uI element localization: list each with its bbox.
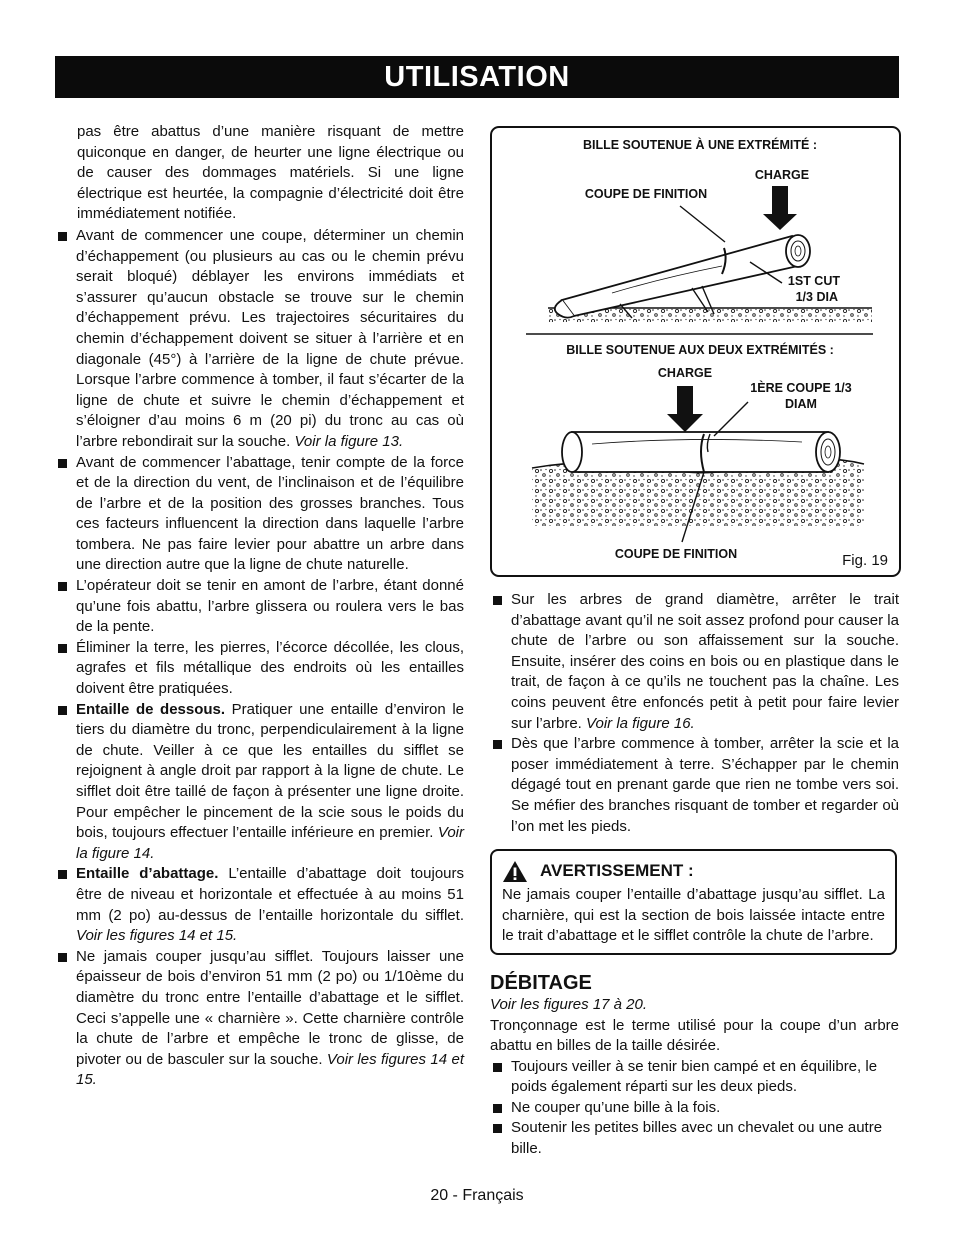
page-title: UTILISATION: [384, 61, 570, 93]
list-item: Entaille d’abattage. L’entaille d’abattage doit toujours être de niveau et horizontale et effectuée à au moins 51 mm (2 po) au-dessus de l’entaille horizontale du sifflet. Voir les figures 14 et 15.: [55, 864, 464, 946]
intro-bold: pas être abattus d’une manière risquant de mettre quiconque en danger, de heurter une ligne électrique ou de causer des dommages matériels.: [77, 123, 464, 182]
figure-reference: Voir la figure 16.: [586, 714, 695, 732]
bottom-first-cut-label-2: DIAM: [785, 397, 817, 411]
warning-triangle-icon: [502, 860, 528, 883]
list-item: L’opérateur doit se tenir en amont de l’arbre, étant donné qu’une fois abattu, l’arbre glissera ou roulera vers le bas de la pente.: [55, 576, 464, 638]
bullet-square-icon: [493, 1063, 502, 1072]
top-first-cut-label: 1ST CUT: [787, 274, 840, 288]
list-item: Ne jamais couper jusqu’au sifflet. Toujours laisser une épaisseur de bois d’environ 51 mm (2 po) ou 1/10ème du diamètre du tronc entre l’entaille d’abattage et le sifflet. Ceci s’appelle une « charnière ». Cette charnière contrôle la chute de l’arbre et empêche le tronc de glisse, de pivoter ou de basculer sur la souche. Voir les figures 14 et 15.: [55, 947, 464, 1091]
figure-19: [490, 126, 901, 577]
bullet-square-icon: [493, 596, 502, 605]
bullet-square-icon: [58, 232, 67, 241]
list-item: Sur les arbres de grand diamètre, arrêter le trait d’abattage avant qu’il ne soit assez profond pour causer la chute de l’arbre ou son affaissement sur la souche. Ensuite, insérer des coins en bois ou en plastique dans le trait, de façon à ce qu’ils ne touchent pas la chaîne. Les coins peuvent être enfoncés petit à petit pour faire levier sur l’arbre. Voir la figure 16.: [490, 590, 899, 734]
left-bullet-list: [55, 226, 464, 1091]
bullet-square-icon: [493, 740, 502, 749]
bullet-square-icon: [58, 582, 67, 591]
intro-paragraph: [55, 122, 464, 225]
bottom-panel-title: BILLE SOUTENUE AUX DEUX EXTRÉMITÉS :: [566, 343, 834, 357]
top-panel-title: BILLE SOUTENUE À UNE EXTRÉMITÉ :: [582, 138, 818, 152]
list-item: Éliminer la terre, les pierres, l’écorce décollée, les clous, agrafes et fils métallique des endroits où les entailles doivent être pratiquées.: [55, 638, 464, 700]
bottom-charge-arrow-icon: [667, 386, 703, 432]
warning-title: AVERTISSEMENT :: [540, 861, 694, 881]
warning-header: [502, 859, 885, 883]
right-column: [490, 590, 899, 1160]
bullet-square-icon: [58, 644, 67, 653]
bullet-square-icon: [58, 706, 67, 715]
top-charge-arrow-icon: [763, 186, 797, 230]
figure-number: Fig. 19: [842, 552, 888, 569]
figure-reference: Voir la figure 13.: [294, 432, 404, 450]
bottom-finish-cut-label: COUPE DE FINITION: [614, 547, 738, 561]
bottom-charge-label: CHARGE: [657, 366, 713, 380]
bottom-first-cut-label: 1ÈRE COUPE 1/3: [750, 381, 852, 395]
bullet-square-icon: [493, 1104, 502, 1113]
figure-reference: Voir les figures 14 et 15.: [76, 927, 238, 945]
bullet-square-icon: [58, 459, 67, 468]
right-bullet-list: [490, 590, 899, 837]
left-column: [55, 122, 464, 1091]
list-item: Toujours veiller à se tenir bien campé et en équilibre, le poids également réparti sur les deux pieds.: [490, 1057, 899, 1098]
figure-reference: Voir la figure 14.: [76, 824, 464, 862]
bottom-first-cut-pointer: [714, 402, 748, 436]
top-finish-pointer: [680, 206, 725, 242]
intro-rest: Si une ligne électrique est heurtée, la compagnie d’électricité doit être immédiatement notifiée.: [77, 164, 465, 223]
log-both-ends-supported: [562, 432, 840, 472]
list-item: Ne couper qu’une bille à la fois.: [490, 1098, 899, 1119]
list-item: Soutenir les petites billes avec un chevalet ou une autre bille.: [490, 1118, 899, 1159]
section-bullet-list: [490, 1057, 899, 1160]
bullet-square-icon: [58, 870, 67, 879]
top-charge-label: CHARGE: [754, 168, 810, 182]
list-item: Dès que l’arbre commence à tomber, arrêter la scie et la poser immédiatement à terre. S’échapper par le chemin dégagé tout en prenant garde que rien ne tombe vers soi. Se méfier des branches risquant de tomber et regarder où l’on met les pieds.: [490, 734, 899, 837]
list-item: Avant de commencer l’abattage, tenir compte de la force et de la direction du vent, de l’inclinaison et de l’équilibre de l’arbre et de la position des grosses branches. Tous ces facteurs influencent la direction dans laquelle l’arbre tombera. Ne pas faire levier pour abattre un arbre dans une direction autre que la ligne de chute naturelle.: [55, 453, 464, 577]
list-item: Entaille de dessous. Pratiquer une entaille d’environ le tiers du diamètre du tronc, perpendiculairement à la ligne de chute. Veiller à ce que les entailles du sifflet se rejoignent à angle droit par rapport à la ligne de chute. Le sifflet doit être taillé de façon à présenter une ligne droite. Pour empêcher le pincement de la scie sous le poids du bois, toujours effectuer l’entaille inférieure en premier. Voir la figure 14.: [55, 700, 464, 865]
section-figure-reference: Voir les figures 17 à 20.: [490, 995, 648, 1013]
list-item: Avant de commencer une coupe, déterminer un chemin d’échappement (ou plusieurs au cas ou le chemin prévu serait bloqué) déblayer les environs immédiats et s’assurer qu’aucun obstacle se trouve sur le chemin d’échappement prévu. Les trajectoires sécuritaires du chemin d’échappement doivent se situer à l’arrière et en diagonale (45°) à l’arrière de la ligne de chute prévue. Lorsque l’arbre commence à tomber, il faut s’écarter de la ligne de chute et suivre le chemin d’échappement et s’éloigner d’au moins 6 m (20 pi) du tronc au cas où l’arbre rebondirait sur la souche. Voir la figure 13.: [55, 226, 464, 453]
warning-box: [490, 849, 897, 955]
top-finish-cut-label: COUPE DE FINITION: [584, 187, 708, 201]
page-footer: 20 - Français: [430, 1187, 524, 1204]
figure-illustration: [492, 128, 899, 575]
section-intro: Tronçonnage est le terme utilisé pour la coupe d’un arbre abattu en billes de la taille désirée.: [490, 1016, 899, 1055]
item-title: Entaille d’abattage.: [76, 865, 219, 883]
warning-text: Ne jamais couper l’entaille d’abattage jusqu’au sifflet. La charnière, qui est la section de bois laissée intacte entre le trait d’abattage et le sifflet contrôle la chute de l’arbre.: [502, 886, 885, 945]
figure-reference: Voir les figures 14 et 15.: [76, 1050, 464, 1089]
section-banner: [55, 56, 899, 98]
bullet-square-icon: [493, 1124, 502, 1133]
bullet-square-icon: [58, 953, 67, 962]
top-first-cut-label-2: 1/3 DIA: [795, 290, 838, 304]
section-heading: DÉBITAGE: [490, 971, 592, 994]
item-title: Entaille de dessous.: [76, 700, 226, 718]
